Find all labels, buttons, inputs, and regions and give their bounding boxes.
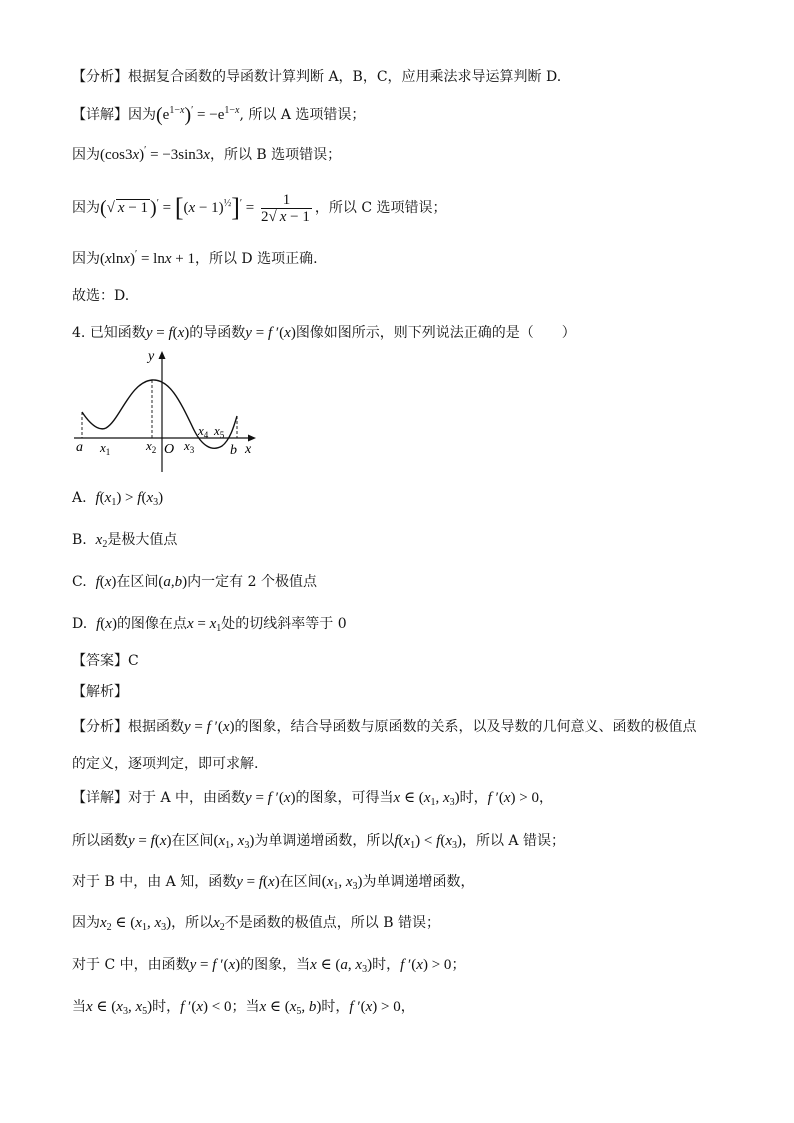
label-x5: $x_5$ [214,423,225,440]
label-y: y [148,349,155,364]
d2-part4: ，所以 A 错误； [461,833,565,849]
label-O: O [164,442,175,457]
d5-part2: 的图象，当 [240,957,311,973]
d1-formula1: y = f ′(x) [245,790,296,806]
detail-line-2 [72,832,565,850]
analysis-text3: 的定义，逐项判定，即可求解. [72,756,259,772]
d3-part1: 对于 B 中，由 A 知，函数 [72,874,237,890]
question-stem [72,324,576,342]
detail-line-6: 当x ∈ ($x_3$, $x_5$)时，f ′(x) < 0；当x ∈ ($x_5$, b)时，f ′(x) > 0， [72,999,415,1017]
d2-formula3: $f(x_1) < f(x_3)$ [394,833,462,851]
analysis-line-2 [72,755,258,773]
detail-line-1: 【详解】对于 A 中，由函数y = f ′(x)的图象，可得当x ∈ ($x_1$, $x_3$)时，f ′(x) > 0， [72,790,553,808]
detail-label: 【详解】 [72,107,128,123]
detail-line-4 [72,914,440,932]
detail-label-2: 【详解】 [72,790,128,806]
line-c-suffix: ，所以 C 选项错误； [314,200,447,216]
d6-part1: 当 [72,999,86,1015]
d3-formula2: ($x_1$, $x_3$) [321,874,363,892]
d5-formula3: f ′(x) > 0 [400,957,452,973]
option-d-point: $x = x_1$ [186,616,222,634]
analysis-label: 【分析】 [72,69,128,85]
y-axis-arrow [159,351,166,359]
formula-xlnx: (xlnx)′ = lnx + 1 [100,249,195,267]
x-axis-arrow [248,435,256,442]
option-b-text: 是极大值点 [107,532,178,548]
d2-part1: 所以函数 [72,833,128,849]
d2-part3: 为单调递增函数，所以 [254,833,395,849]
analysis-heading [72,683,128,701]
line-b-prefix: 因为 [72,147,100,163]
stem-part3: 图像如图所示，则下列说法正确的是（ ） [295,325,576,341]
option-c-formula-f: f(x) [95,574,117,590]
d1-formula3: f ′(x) > 0 [487,790,539,806]
answer-value: C [128,653,139,669]
detail-line-3 [72,873,475,891]
choice-text: 故选：D. [72,288,130,304]
analysis-text1: 根据函数 [128,719,184,735]
formula-sqrt: (√ x − 1 )$' = [(x - 1)^{\frac{1}{2}}]'$ = $\frac{1}{2√ x - 1}$ [100,192,310,226]
d6-formula1: x ∈ ($x_3$, $x_5$) [86,999,153,1017]
analysis-formula: y = f ′(x) [184,719,235,735]
option-a-letter: A. [72,490,87,506]
analysis-text2: 的图象，结合导函数与原函数的关系，以及导数的几何意义、函数的极值点 [234,719,697,735]
line-c-prefix: 因为 [72,200,100,216]
d1-formula2: x ∈ ($x_1$, $x_3$) [393,790,460,808]
label-x1: $x_1$ [100,440,111,457]
d5-part1: 对于 C 中，由函数 [72,957,190,973]
d1-part2: 的图象，可得当 [295,790,394,806]
label-a: a [76,440,83,455]
d5-part3: 时， [372,957,401,973]
formula-fprime: y = f ′(x) [245,325,296,341]
d3-part3: 为单调递增函数， [362,874,475,890]
option-c-text2: 内一定有 2 个极值点 [187,574,317,590]
d6-part2: 时， [152,999,181,1015]
option-d-text1: 的图像在点 [116,616,187,632]
option-d-letter: D. [72,616,88,632]
option-b-formula: $x_2$ [95,532,108,550]
question-number: 4. [72,325,86,341]
d5-formula1: y = f ′(x) [189,957,241,973]
d2-formula1: y = f(x) [128,833,172,849]
option-b[interactable] [72,531,177,549]
d4-formula1: $x_2$ ∈ ($x_1$, $x_3$) [100,915,172,933]
option-d[interactable] [72,615,347,633]
d3-formula1: y = f(x) [236,874,280,890]
option-a-formula: $f(x_1) > f(x_3)$ [95,490,164,508]
analysis-heading-text: 【解析】 [72,684,128,700]
label-x: x [245,442,252,457]
prev-detail-line-b [72,146,341,164]
stem-part2: 的导函数 [189,325,246,341]
prev-detail-line-a [72,106,365,124]
d6-formula3: x ∈ ($x_5$, b) [259,999,322,1017]
option-d-formula-f: f(x) [96,616,117,632]
analysis-label-2: 【分析】 [72,719,128,735]
d4-part3: 不是函数的极值点，所以 B 错误； [224,915,440,931]
analysis-line-1 [72,718,697,736]
line-a-prefix: 因为 [128,107,156,123]
d1-part3: 时， [459,790,488,806]
d2-part2: 在区间 [171,833,214,849]
line-d-prefix: 因为 [72,251,100,267]
label-x3: $x_3$ [184,438,195,455]
label-x2: $x_2$ [146,438,157,455]
line-d-suffix: ，所以 D 选项正确. [194,251,318,267]
d4-part2: ，所以 [171,915,214,931]
d2-formula2: ($x_1$, $x_3$) [213,833,255,851]
derivative-graph [72,346,262,478]
option-c-text1: 在区间 [116,574,159,590]
prev-detail-line-d [72,250,318,268]
line-a-suffix: , 所以 A 选项错误； [239,107,366,123]
prev-choice-line [72,287,129,305]
stem-part1: 已知函数 [89,325,146,341]
d6-part3: ；当 [231,999,260,1015]
formula-f: y = f(x) [145,325,190,341]
d6-formula2: f ′(x) < 0 [180,999,232,1015]
formula-exp: $(e^{1-x})' = -e^{1-x}$ [156,104,240,126]
detail-line-5: 对于 C 中，由函数y = f ′(x)的图象，当x ∈ (a, $x_3$)时，f ′(x) > 0； [72,957,466,975]
option-c-letter: C. [72,574,87,590]
d3-part2: 在区间 [279,874,322,890]
option-d-text2: 处的切线斜率等于 0 [221,616,347,632]
answer-line [72,652,139,670]
d4-part1: 因为 [72,915,100,931]
prev-detail-line-c [72,192,447,225]
analysis-text: 根据复合函数的导函数计算判断 A，B，C，应用乘法求导运算判断 D. [128,69,562,85]
d5-formula2: x ∈ (a, $x_3$) [310,957,373,975]
option-b-letter: B. [72,532,87,548]
d6-formula4: f ′(x) > 0 [349,999,401,1015]
d6-part4: 时， [321,999,350,1015]
option-c[interactable] [72,573,317,591]
label-b: b [230,443,237,458]
option-c-interval: (a,b) [158,574,188,590]
d4-formula2: $x_2$ [213,915,225,933]
line-b-suffix: ，所以 B 选项错误； [209,147,342,163]
formula-cos: (cos3x)′ = −3sin3x [100,145,210,163]
label-x4: $x_4$ [198,423,209,440]
d1-part1: 对于 A 中，由函数 [128,790,246,806]
answer-label: 【答案】 [72,653,128,669]
option-a[interactable] [72,489,163,507]
prev-analysis-line [72,68,561,86]
